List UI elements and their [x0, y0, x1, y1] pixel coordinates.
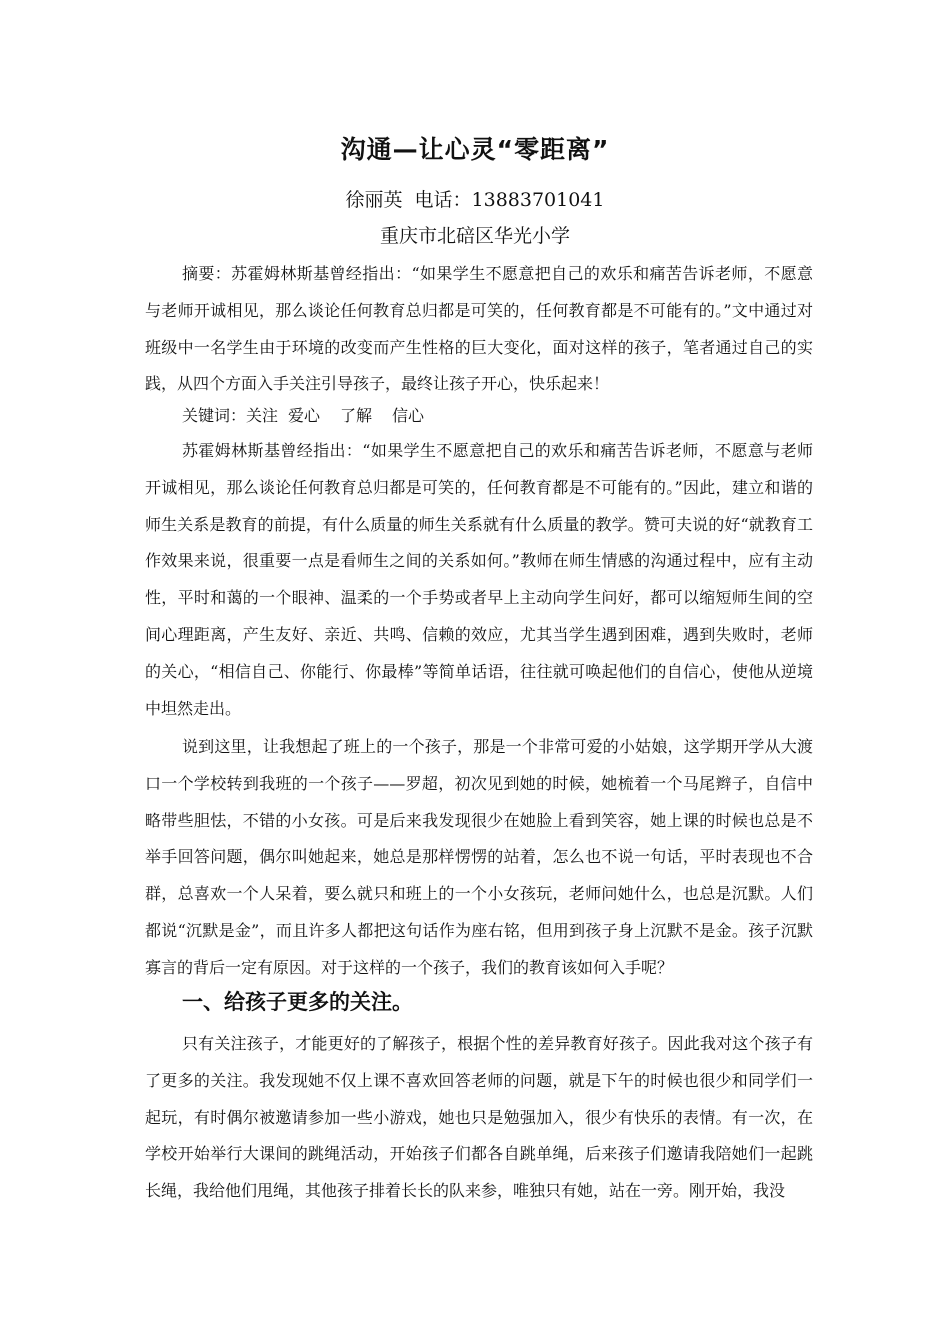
- body-paragraph: 只有关注孩子，才能更好的了解孩子，根据个性的差异教育好孩子。因此我对这个孩子有了更多的关注。我发现她不仅上课不喜欢回答老师的问题，就是下午的时候也很少和同学们一起玩，有时偶尔被邀请参加一些小游戏，她也只是勉强加入，很少有快乐的表情。有一次，在学校开始举行大课间的跳绳活动，开始孩子们都各自跳单绳，后来孩子们邀请我陪她们一起跳长绳，我给他们甩绳，其他孩子排着长长的队来参，唯独只有她，站在一旁。刚开始，我没: [145, 1034, 813, 1201]
- section-heading: 一、给孩子更多的关注。: [182, 990, 413, 1014]
- author-name: 徐丽英: [345, 189, 403, 211]
- keywords-line: [182, 401, 812, 431]
- author-phone: 电话：13883701041: [414, 189, 605, 211]
- keyword-item: 爱心: [288, 406, 321, 425]
- document-title: 沟通—让心灵“零距离”: [340, 135, 610, 164]
- body-paragraph: 苏霍姆林斯基曾经指出：“如果学生不愿意把自己的欢乐和痛苦告诉老师，不愿意与老师开诚相见，那么谈论任何教育总归都是可笑的，任何教育都是不可能有的。”因此，建立和谐的师生关系是教育的前提，有什么质量的师生关系就有什么质量的教学。赞可夫说的好“就教育工作效果来说，很重要一点是看师生之间的关系如何。”教师在师生情感的沟通过程中，应有主动性，平时和蔼的一个眼神、温柔的一个手势或者早上主动向学生问好，都可以缩短师生间的空间心理距离，产生友好、亲近、共鸣、信赖的效应，尤其当学生遇到困难，遇到失败时，老师的关心，“相信自己、你能行、你最棒”等简单话语，往往就可唤起他们的自信心，使他从逆境中坦然走出。: [145, 441, 813, 718]
- abstract-paragraph: 摘要：苏霍姆林斯基曾经指出：“如果学生不愿意把自己的欢乐和痛苦告诉老师，不愿意与老师开诚相见，那么谈论任何教育总归都是可笑的，任何教育都是不可能有的。”文中通过对班级中一名学生由于环境的改变而产生性格的巨大变化，面对这样的孩子，笔者通过自己的实践，从四个方面入手关注引导孩子，最终让孩子开心，快乐起来！: [145, 264, 813, 394]
- school-name: 重庆市北碚区华光小学: [379, 225, 570, 247]
- author-line: [0, 186, 950, 214]
- keyword-item: 了解: [340, 406, 373, 425]
- keyword-item: 信心: [392, 406, 425, 425]
- body-paragraph: 说到这里，让我想起了班上的一个孩子，那是一个非常可爱的小姑娘，这学期开学从大渡口一个学校转到我班的一个孩子——罗超，初次见到她的时候，她梳着一个马尾辫子，自信中略带些胆怯，不错的小女孩。可是后来我发现很少在她脸上看到笑容，她上课的时候也总是不举手回答问题，偶尔叫她起来，她总是那样愣愣的站着，怎么也不说一句话，平时表现也不合群，总喜欢一个人呆着，要么就只和班上的一个小女孩玩，老师问她什么，也总是沉默。人们都说“沉默是金”，而且许多人都把这句话作为座右铭，但用到孩子身上沉默不是金。孩子沉默寡言的背后一定有原因。对于这样的一个孩子，我们的教育该如何入手呢？: [145, 737, 813, 977]
- keywords-label: 关键词：关注: [182, 406, 279, 425]
